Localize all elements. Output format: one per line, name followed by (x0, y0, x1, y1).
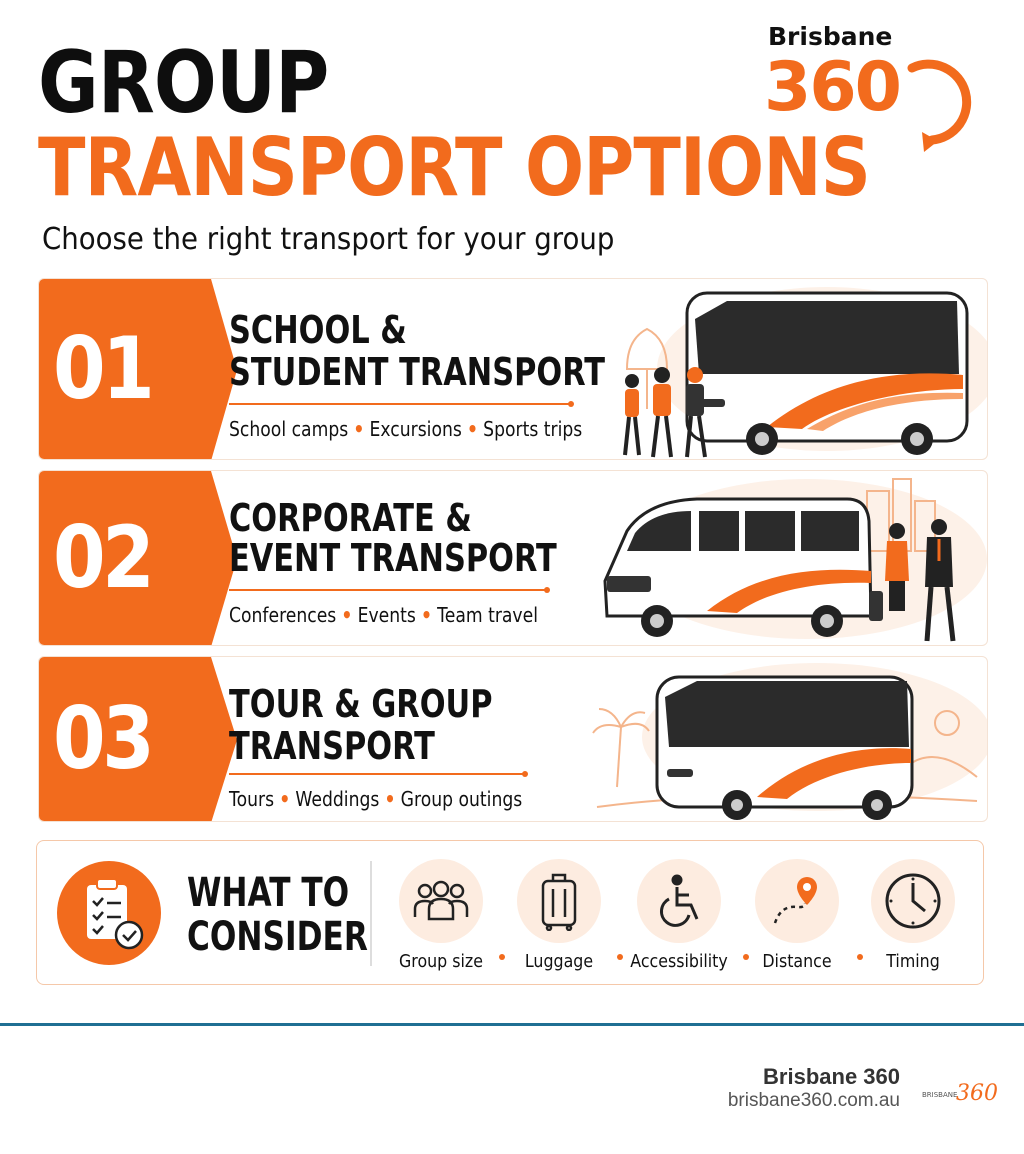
logo-brand-number: 360 (764, 48, 900, 127)
map-pin-route-icon (755, 859, 839, 943)
coach-bus-illustration (587, 279, 987, 460)
footer-divider (0, 1023, 1024, 1026)
page-title-line1: GROUP (38, 33, 329, 133)
tag: Events (357, 603, 416, 627)
factor-label: Timing (886, 951, 940, 972)
option-number-badge (39, 471, 199, 645)
option-tags: Conferences • Events • Team travel (229, 603, 538, 627)
tag: Sports trips (483, 417, 583, 441)
clock-icon (871, 859, 955, 943)
option-title-line1: CORPORATE & (229, 496, 472, 540)
what-to-consider-panel (36, 840, 984, 985)
logo-brand-text: Brisbane (768, 22, 893, 51)
option-title-line2: EVENT TRANSPORT (229, 536, 557, 580)
option-number-badge (39, 279, 199, 459)
tag: Excursions (369, 417, 462, 441)
footer-brand-name: Brisbane 360 (763, 1064, 900, 1089)
option-number: 03 (53, 689, 152, 789)
option-number: 02 (53, 508, 152, 608)
option-card-tour (38, 656, 988, 822)
option-card-school (38, 278, 988, 460)
factor-timing (853, 859, 973, 972)
tag: Weddings (295, 787, 380, 811)
footer-logo (920, 1072, 1006, 1112)
brand-logo (762, 20, 982, 140)
tag: Group outings (400, 787, 523, 811)
factor-accessibility (619, 859, 739, 972)
page-subtitle: Choose the right transport for your group (42, 222, 615, 257)
tag: School camps (229, 417, 349, 441)
option-title-line2: STUDENT TRANSPORT (229, 350, 605, 394)
tag: Tours (229, 787, 275, 811)
minibus-illustration (587, 471, 987, 646)
divider (370, 861, 372, 966)
factor-luggage (499, 859, 619, 972)
consider-title-line2: CONSIDER (187, 914, 368, 960)
factor-group-size (381, 859, 501, 972)
checklist-icon (57, 861, 161, 965)
factor-label: Group size (399, 951, 483, 972)
option-title-line1: SCHOOL & (229, 308, 407, 352)
option-tags: Tours • Weddings • Group outings (229, 787, 523, 811)
factor-label: Accessibility (630, 951, 728, 972)
factor-label: Distance (762, 951, 832, 972)
title-underline (229, 403, 571, 405)
footer-website-link[interactable]: brisbane360.com.au (727, 1090, 900, 1111)
page-title-line2: TRANSPORT OPTIONS (38, 121, 870, 214)
option-title-line2: TRANSPORT (229, 724, 435, 768)
students-icon (625, 367, 705, 457)
footer-logo-num: 360 (956, 1081, 998, 1106)
title-underline (229, 773, 525, 775)
tag: Conferences (229, 603, 337, 627)
factor-distance (737, 859, 857, 972)
luggage-icon (517, 859, 601, 943)
option-tags: School camps • Excursions • Sports trips (229, 417, 583, 441)
footer-logo-text: BRISBANE (922, 1091, 958, 1099)
factor-label: Luggage (524, 951, 594, 972)
wheelchair-icon (637, 859, 721, 943)
option-number-badge (39, 657, 199, 821)
option-number: 01 (53, 319, 152, 419)
logo-arrow-icon (892, 40, 982, 155)
tag: Team travel (437, 603, 538, 627)
option-title-line1: TOUR & GROUP (229, 682, 493, 726)
title-underline (229, 589, 547, 591)
option-card-corporate (38, 470, 988, 646)
people-group-icon (399, 859, 483, 943)
tour-coach-illustration (587, 657, 987, 822)
consider-title-line1: WHAT TO (187, 870, 350, 916)
